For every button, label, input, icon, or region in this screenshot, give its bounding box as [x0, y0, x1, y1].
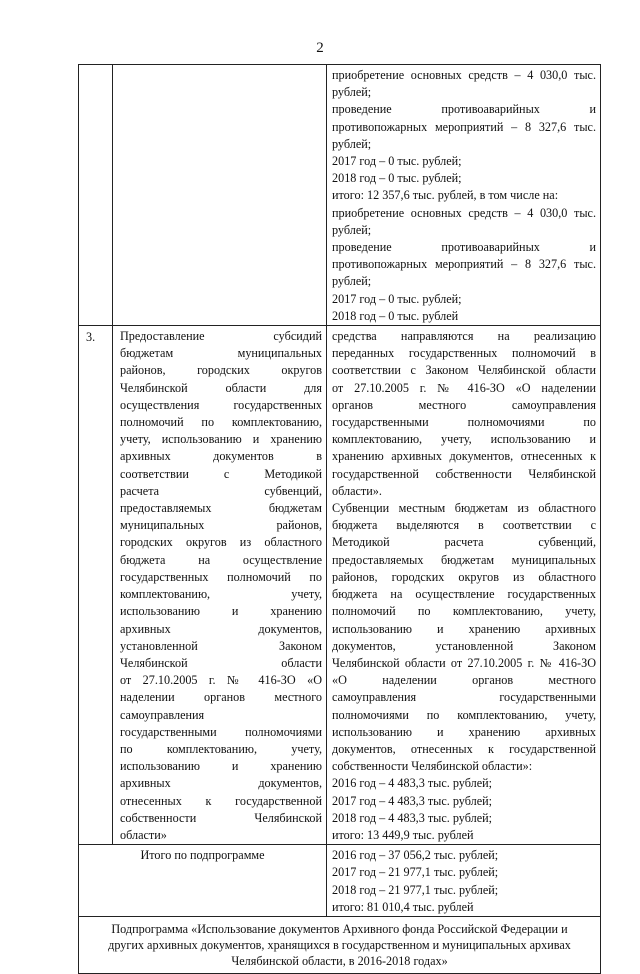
- text-line: собственности Челябинской: [120, 810, 322, 825]
- text-line: 2017 год – 4 483,3 тыс. рублей;: [332, 793, 493, 808]
- cell-funding: [327, 65, 600, 325]
- text-line: расчета субвенций,: [120, 483, 322, 498]
- text-line: Субвенции местным бюджетам из областного: [332, 501, 596, 516]
- cell-activity: [113, 65, 327, 325]
- text-line: комплектованию, учету, использованию и: [332, 432, 596, 447]
- text-line: 2016 год – 37 056,2 тыс. рублей;: [332, 848, 499, 863]
- text-line: бюджета на осуществление государственных: [332, 587, 596, 602]
- text-line: предоставляемых бюджетам: [120, 501, 322, 516]
- total-label: Итого по подпрограмме: [79, 845, 327, 916]
- text-line: «О наделении органов местного: [332, 673, 596, 688]
- text-line: 2018 год – 0 тыс. рублей;: [332, 171, 462, 186]
- text-line: приобретение основных средств – 4 030,0 тыс.: [332, 68, 596, 82]
- text-line: осуществления государственных: [120, 397, 322, 412]
- text-line: документов, отнесенных к государственной: [332, 741, 596, 756]
- text-line: комплектованию, учету,: [120, 587, 322, 602]
- text-line: приобретение основных средств – 4 030,0 тыс.: [332, 205, 596, 220]
- text-line: 2018 год – 0 тыс. рублей: [332, 308, 459, 323]
- page-number: 2: [316, 40, 324, 56]
- text-line: по комплектованию, учету,: [120, 741, 322, 756]
- text-line: рублей;: [332, 274, 372, 289]
- text-line: 2018 год – 21 977,1 тыс. рублей;: [332, 882, 499, 897]
- text-line: государственных полномочий по: [120, 569, 322, 584]
- text-line: архивных документов,: [120, 776, 322, 791]
- text-line: архивных документов в: [120, 449, 322, 464]
- text-line: бюджета выделяются в соответствии с: [332, 518, 596, 533]
- text-line: бюджета на осуществление: [120, 552, 322, 567]
- text-line: проведение противоаварийных и: [332, 102, 596, 117]
- subprogram-title-line: Челябинской области, в 2016-2018 годах»: [231, 953, 448, 968]
- text-line: собственности Челябинской области»:: [332, 759, 533, 774]
- text-line: государственными полномочиями по: [332, 415, 596, 430]
- text-line: итого: 13 449,9 тыс. рублей: [332, 827, 474, 842]
- text-line: итого: 81 010,4 тыс. рублей: [332, 899, 474, 914]
- text-line: 2017 год – 0 тыс. рублей;: [332, 291, 462, 306]
- text-line: от 27.10.2005 г. № 416-ЗО «О наделении: [332, 380, 596, 395]
- text-line: хранению архивных документов, отнесенных к: [332, 449, 596, 464]
- text-line: средства направляются на реализацию: [332, 329, 596, 344]
- text-line: районов, городских округов: [120, 363, 322, 378]
- text-line: области»: [120, 827, 167, 842]
- cell-funding: [327, 326, 600, 844]
- text-line: использованию и хранению: [120, 604, 322, 619]
- text-line: муниципальных районов,: [120, 518, 322, 533]
- text-line: соответствии с Методикой: [120, 466, 322, 481]
- text-line: полномочий по комплектованию,: [120, 415, 322, 430]
- subprogram-title-line: других архивных документов, хранящихся в государственном и муниципальных архивах: [108, 937, 571, 952]
- budget-table: [78, 64, 601, 974]
- text-line: Челябинской области: [120, 655, 322, 670]
- subprogram-title: [79, 917, 600, 973]
- cell-activity: [113, 326, 327, 844]
- text-line: Методикой расчета субвенций,: [332, 535, 596, 550]
- text-line: рублей;: [332, 85, 372, 100]
- text-line: итого: 12 357,6 тыс. рублей, в том числе на:: [332, 188, 559, 203]
- text-line: предоставляемых бюджетам муниципальных: [332, 552, 596, 567]
- table-row-previous: [79, 65, 600, 326]
- text-line: Челябинской области для: [120, 380, 322, 395]
- text-line: области».: [332, 483, 382, 498]
- text-line: рублей;: [332, 222, 372, 237]
- text-line: самоуправления: [120, 707, 205, 722]
- cell-total-funding: [327, 845, 600, 916]
- text-line: 2018 год – 4 483,3 тыс. рублей;: [332, 810, 493, 825]
- text-line: 2016 год – 4 483,3 тыс. рублей;: [332, 776, 493, 791]
- text-line: установленной Законом: [120, 638, 322, 653]
- text-line: документов, установленной Законом: [332, 638, 596, 653]
- table-row-subprogram: [79, 917, 600, 973]
- text-line: Челябинской области от 27.10.2005 г. № 416-ЗО: [332, 655, 596, 670]
- text-line: переданных государственных полномочий в: [332, 346, 596, 361]
- text-line: 2017 год – 0 тыс. рублей;: [332, 154, 462, 169]
- text-line: учету, использованию и хранению: [120, 432, 322, 447]
- text-line: от 27.10.2005 г. № 416-ЗО «О: [120, 673, 322, 688]
- table-row-3: [79, 326, 600, 845]
- text-line: полномочий по комплектованию, учету,: [332, 604, 596, 619]
- cell-number: [79, 65, 113, 325]
- text-line: соответствии с Законом Челябинской области: [332, 363, 596, 378]
- text-line: полномочиями по комплектованию, учету,: [332, 707, 596, 722]
- text-line: государственной собственности Челябинской: [332, 466, 596, 481]
- subprogram-title-line: Подпрограмма «Использование документов Архивного фонда Российской Федерации и: [111, 921, 568, 936]
- text-line: использованию и хранению: [120, 759, 322, 774]
- text-line: противопожарных мероприятий – 8 327,6 тыс.: [332, 257, 596, 272]
- table-row-total: [79, 845, 600, 917]
- text-line: городских округов из областного: [120, 535, 322, 550]
- text-line: самоуправления государственными: [332, 690, 596, 705]
- text-line: бюджетам муниципальных: [120, 346, 322, 361]
- text-line: противопожарных мероприятий – 8 327,6 тыс.: [332, 119, 596, 134]
- text-line: использованию и хранению архивных: [332, 621, 596, 636]
- text-line: Предоставление субсидий: [120, 329, 322, 344]
- cell-number: 3.: [79, 326, 113, 844]
- text-line: рублей;: [332, 136, 372, 151]
- text-line: 2017 год – 21 977,1 тыс. рублей;: [332, 865, 499, 880]
- text-line: архивных документов,: [120, 621, 322, 636]
- text-line: государственными полномочиями: [120, 724, 322, 739]
- text-line: отнесенных к государственной: [120, 793, 322, 808]
- text-line: использованию и хранению архивных: [332, 724, 596, 739]
- text-line: районов, городских округов из областного: [332, 569, 596, 584]
- text-line: проведение противоаварийных и: [332, 240, 596, 255]
- text-line: органов местного самоуправления: [332, 397, 596, 412]
- text-line: наделении органов местного: [120, 690, 322, 705]
